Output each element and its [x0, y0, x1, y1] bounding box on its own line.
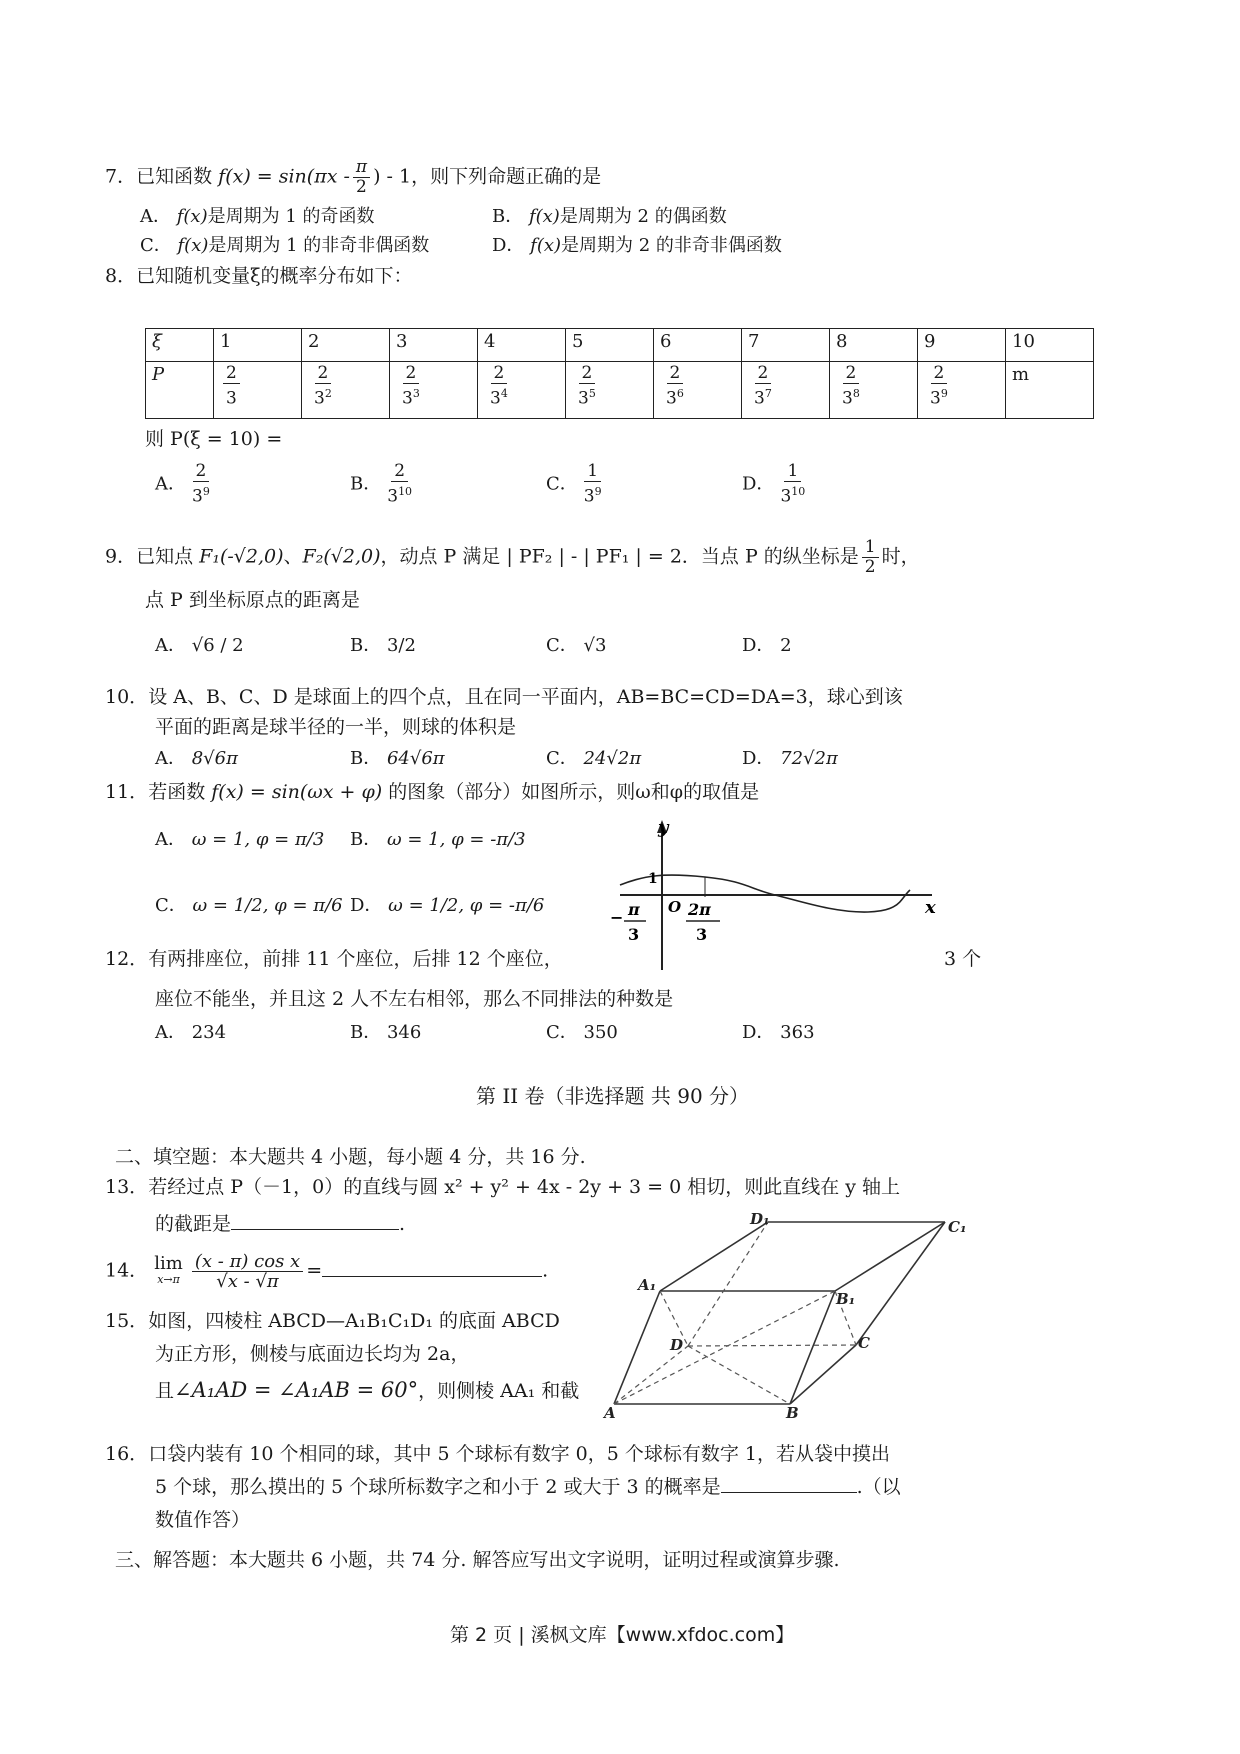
q8-option-d: D． $\frac{1}{3^{10}}$ [742, 461, 806, 507]
q14-fraction: $\frac{\text{(x - π) cos x}}{√x - √\pi}$ [192, 1252, 303, 1291]
prism-figure [600, 1208, 980, 1418]
q14-stem: 14． lim x→π $\frac{\text{(x - π) cos x}}{√x - √\pi}$ = . [105, 1251, 549, 1292]
one-label: 1 [648, 871, 658, 887]
q15-line3: 且∠A₁AD = ∠A₁AB = 60°，则侧棱 AA₁ 和截 [155, 1378, 580, 1402]
table-cell: P [146, 362, 214, 419]
table-cell: $\frac{2}{3^9}$ [918, 362, 1006, 419]
table-header-cell: 8 [830, 329, 918, 362]
table-header-cell: 4 [478, 329, 566, 362]
label-d1: D₁ [750, 1210, 770, 1228]
q11-option-b: B． ω = 1, φ = -π/3 [350, 829, 526, 850]
table-header-cell: 5 [566, 329, 654, 362]
q8-option-a: A． $\frac{2}{3^9}$ [155, 461, 210, 507]
q12-option-a: A． 234 [155, 1022, 227, 1043]
table-cell: $\frac{2}{3^7}$ [742, 362, 830, 419]
label-c: C [858, 1334, 870, 1352]
q10-option-d: D． 72√2π [742, 748, 838, 769]
q12-option-c: C． 350 [546, 1022, 618, 1043]
q8-option-b: B． $\frac{2}{3^{10}}$ [350, 461, 413, 507]
q15-line1: 15．如图，四棱柱 ABCD—A₁B₁C₁D₁ 的底面 ABCD [105, 1310, 560, 1332]
q9-stem: 9．已知点 F₁(-√2,0)、F₂(√2,0)，动点 P 满足 | PF₂ | - | PF₁ | = 2．当点 P 的纵坐标是 $\frac{1}{2}$ 时， [105, 537, 920, 577]
q7-stem: 7．已知函数 f(x) = sin(πx - $\frac{\pi}{2}$ ) - 1，则下列命题正确的是 [105, 157, 602, 197]
q13-line2: 的截距是 . [155, 1213, 406, 1235]
x-label: x [925, 897, 936, 918]
q12-line2: 座位不能坐，并且这 2 人不左右相邻，那么不同排法的种数是 [155, 988, 674, 1010]
label-b1: B₁ [836, 1290, 856, 1308]
q7-option-d: D． f(x)是周期为 2 的非奇非偶函数 [492, 235, 782, 256]
y-label: y [658, 817, 669, 838]
q11-stem: 11．若函数 f(x) = sin(ωx + φ) 的图象（部分）如图所示，则ω和φ的取值是 [105, 781, 760, 803]
table-row [146, 329, 1094, 362]
q10-option-b: B． 64√6π [350, 748, 445, 769]
table-header-cell: 1 [214, 329, 302, 362]
q9-line2: 点 P 到坐标原点的距离是 [145, 589, 360, 611]
q7-option-a: A． f(x)是周期为 1 的奇函数 [140, 206, 375, 227]
table-cell: $\frac{2}{3^3}$ [390, 362, 478, 419]
table-header-cell: 6 [654, 329, 742, 362]
table-header-cell: ξ [146, 329, 214, 362]
q10-line2: 平面的距离是球半径的一半，则球的体积是 [155, 716, 517, 738]
q15-line2: 为正方形，侧棱与底面边长均为 2a， [155, 1343, 470, 1365]
table-header-cell: 7 [742, 329, 830, 362]
left-tick-den: 3 [628, 925, 640, 944]
q16-answer-blank[interactable] [721, 1474, 857, 1493]
table-cell: $\frac{2}{3^6}$ [654, 362, 742, 419]
table-cell: $\frac{2}{3^5}$ [566, 362, 654, 419]
sine-graph-figure [610, 815, 940, 975]
q16-line2: 5 个球，那么摸出的 5 个球所标数字之和小于 2 或大于 3 的概率是 .（以 [155, 1476, 901, 1498]
table-cell: $\frac{2}{3^4}$ [478, 362, 566, 419]
q8-ask: 则 P(ξ = 10) = [145, 428, 283, 450]
q12-option-b: B． 346 [350, 1022, 422, 1043]
table-header-cell: 3 [390, 329, 478, 362]
right-tick-num: 2π [688, 900, 711, 919]
q9-option-d: D． 2 [742, 635, 792, 656]
q10-line1: 10．设 A、B、C、D 是球面上的四个点，且在同一平面内，AB=BC=CD=DA=3，球心到该 [105, 686, 903, 708]
label-a: A [604, 1404, 616, 1418]
label-d: D [670, 1336, 684, 1354]
q7-option-b: B． f(x)是周期为 2 的偶函数 [492, 206, 727, 227]
q12-option-d: D． 363 [742, 1022, 815, 1043]
section-3-title: 三、解答题：本大题共 6 小题，共 74 分. 解答应写出文字说明，证明过程或演算步骤. [115, 1549, 840, 1571]
table-header-cell: 9 [918, 329, 1006, 362]
table-header-cell: 10 [1006, 329, 1094, 362]
q10-option-a: A． 8√6π [155, 748, 238, 769]
right-tick-den: 3 [696, 925, 708, 944]
table-row [146, 362, 1094, 419]
q9-option-a: A． √6 / 2 [155, 635, 244, 656]
q9-option-b: B． 3/2 [350, 635, 416, 656]
q12-line1a: 12．有两排座位，前排 11 个座位，后排 12 个座位， [105, 948, 563, 970]
q8-option-c: C． $\frac{1}{3^9}$ [546, 461, 602, 507]
q12-line1b: 3 个 [944, 948, 982, 970]
q11-option-c: C． ω = 1/2, φ = π/6 [155, 895, 343, 916]
label-a1: A₁ [638, 1276, 657, 1294]
q13-line1: 13．若经过点 P（－1，0）的直线与圆 x² + y² + 4x - 2y + 3 = 0 相切，则此直线在 y 轴上 [105, 1176, 901, 1198]
left-sign: − [610, 908, 624, 927]
q10-option-c: C． 24√2π [546, 748, 642, 769]
q14-answer-blank[interactable] [322, 1258, 542, 1277]
q9-option-c: C． √3 [546, 635, 607, 656]
limit-operator: lim x→π [154, 1252, 183, 1286]
table-cell: $\frac{2}{3^8}$ [830, 362, 918, 419]
q8-stem: 8．已知随机变量ξ的概率分布如下： [105, 265, 413, 287]
q7-option-c: C． f(x)是周期为 1 的非奇非偶函数 [140, 235, 430, 256]
part-ii-title: 第 II 卷（非选择题 共 90 分） [476, 1084, 750, 1108]
table-cell: $\frac{2}{3^2}$ [302, 362, 390, 419]
table-cell: $\frac{2}{3}$ [214, 362, 302, 419]
q13-answer-blank[interactable] [231, 1211, 399, 1230]
q7-fraction: $\frac{\pi}{2}$ [353, 158, 370, 197]
page-footer: 第 2 页 | 溪枫文库【www.xfdoc.com】 [450, 1624, 795, 1646]
q16-line1: 16．口袋内装有 10 个相同的球，其中 5 个球标有数字 0，5 个球标有数字 1，若从袋中摸出 [105, 1443, 890, 1465]
label-c1: C₁ [948, 1218, 967, 1236]
left-tick-num: π [628, 900, 640, 919]
table-header-cell: 2 [302, 329, 390, 362]
table-cell: m [1006, 362, 1094, 419]
section-2-title: 二、填空题：本大题共 4 小题，每小题 4 分，共 16 分. [115, 1146, 586, 1168]
label-b: B [786, 1404, 799, 1418]
q16-line3: 数值作答） [155, 1509, 251, 1531]
q11-option-d: D． ω = 1/2, φ = -π/6 [350, 895, 545, 916]
q11-option-a: A． ω = 1, φ = π/3 [155, 829, 325, 850]
origin-label: O [668, 898, 682, 916]
probability-table [145, 328, 1094, 419]
